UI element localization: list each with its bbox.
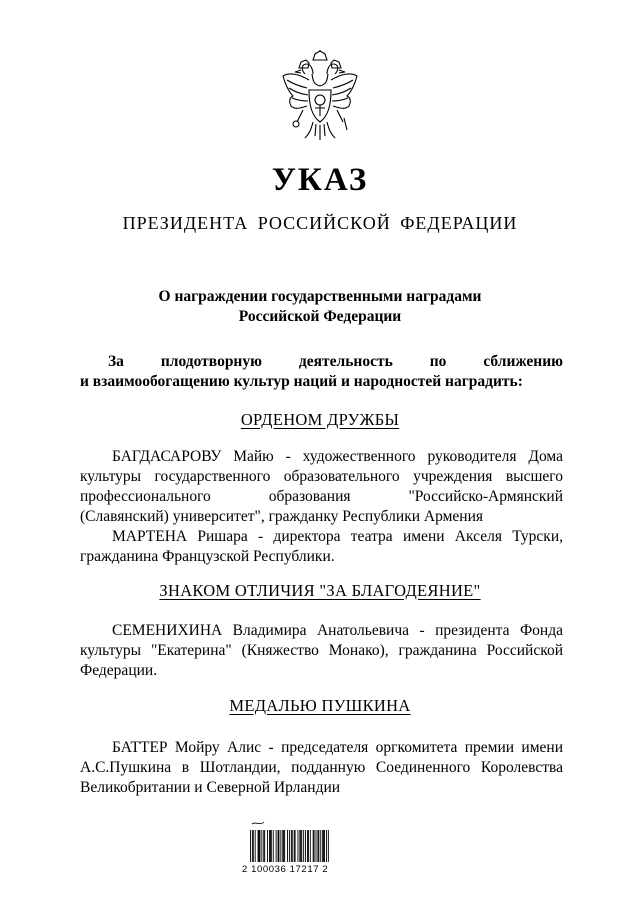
recipient-line: культуры государственного образовательного учреждения высшего [80,468,563,485]
award-heading-pushkin-medal: МЕДАЛЬЮ ПУШКИНА [229,696,411,715]
award-recipients-order-of-friendship [80,447,563,567]
recipient-line: профессионального образования "Российско-Армянский [80,488,563,505]
recipient-line: А.С.Пушкина в Шотландии, подданную Соединенного Королевства [80,759,563,776]
subject-line-1: О награждении государственными наградами [158,288,482,305]
barcode-number: 2 100036 17217 2 [242,864,329,875]
decree-subject [0,287,640,327]
intro-line-2: и взаимообогащению культур наций и народностей наградить: [80,373,523,390]
recipient-line: культуры "Екатерина" (Княжество Монако), гражданина Российской [80,642,563,659]
recipient-line: БАТТЕР Мойру Алис - председателя оргкомитета премии имени [112,739,563,756]
subject-line-2: Российской Федерации [238,308,402,325]
award-recipients-pushkin-medal [80,738,563,798]
intro-line-1: За плодотворную деятельность по сближению [108,353,563,370]
award-heading-badge-of-distinction: ЗНАКОМ ОТЛИЧИЯ "ЗА БЛАГОДЕЯНИЕ" [159,581,481,600]
recipient-line: (Славянский) университет", гражданку Республики Армения [80,508,484,525]
recipient-line: Великобритании и Северной Ирландии [80,779,341,796]
recipient-line: СЕМЕНИХИНА Владимира Анатольевича - президента Фонда [112,622,563,639]
recipient-line: БАГДАСАРОВУ Майю - художественного руководителя Дома [112,448,563,465]
russian-coat-of-arms-icon [279,50,361,146]
recipient-line: гражданина Французской Республики. [80,548,335,565]
award-heading-order-of-friendship: ОРДЕНОМ ДРУЖБЫ [240,410,400,429]
document-subtitle: ПРЕЗИДЕНТА РОССИЙСКОЙ ФЕДЕРАЦИИ [122,213,518,233]
award-recipients-badge-of-distinction [80,621,563,681]
decree-intro [80,352,563,392]
recipient-line: Федерации. [80,662,158,679]
document-title: УКАЗ [271,162,369,198]
recipient-line: МАРТЕНА Ришара - директора театра имени Акселя Турски, [112,528,563,545]
